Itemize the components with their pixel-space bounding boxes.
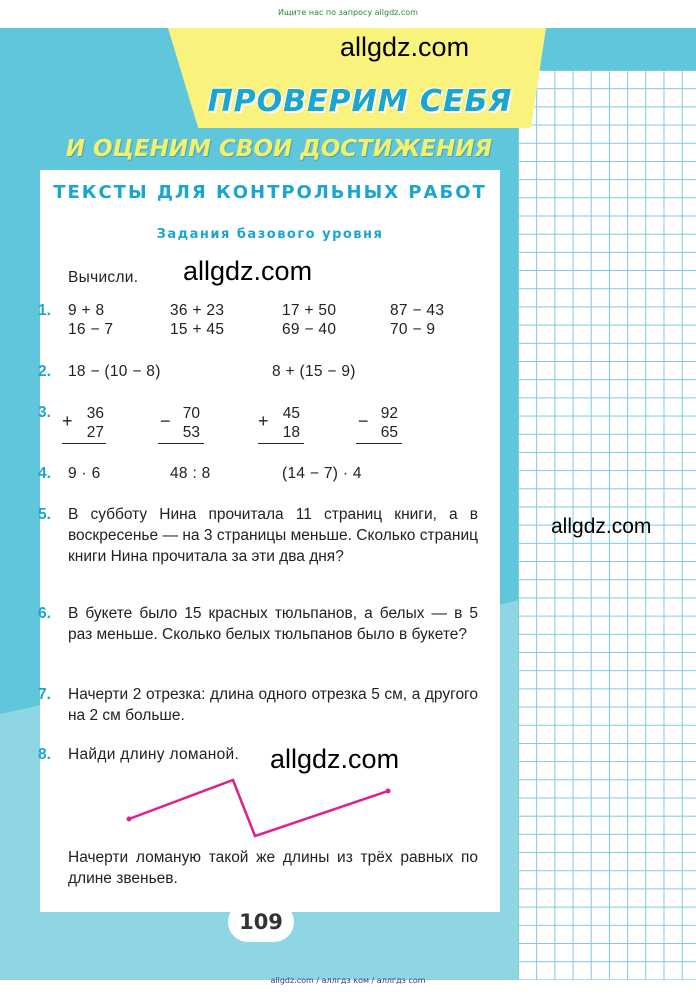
header-subtitle: И ОЦЕНИМ СВОИ ДОСТИЖЕНИЯ — [65, 136, 493, 162]
task3-number: 3. — [38, 404, 51, 421]
task1-item: 15 + 45 — [170, 321, 225, 338]
page-number: 109 — [228, 902, 294, 942]
task3-operator: + — [258, 411, 269, 431]
task3-column — [278, 404, 300, 442]
task3-column — [178, 404, 200, 442]
task2-item: 8 + (15 − 9) — [272, 363, 356, 380]
task3-operator: − — [160, 411, 171, 431]
task4-number: 4. — [38, 465, 51, 482]
watermark: allgdz.com — [270, 744, 400, 774]
task1-item: 70 − 9 — [390, 321, 436, 338]
task4-item: 48 : 8 — [170, 465, 211, 482]
task3-operand: 18 — [282, 424, 300, 441]
polyline-point — [386, 789, 391, 794]
section-title: ТЕКСТЫ ДЛЯ КОНТРОЛЬНЫХ РАБОТ — [53, 182, 487, 203]
task3-underline — [356, 443, 402, 444]
task1-item: 36 + 23 — [170, 302, 225, 319]
task8-number: 8. — [38, 746, 51, 763]
task3-column — [376, 404, 398, 442]
task3-underline — [62, 443, 106, 444]
task2-number: 2. — [38, 363, 51, 380]
task3-operand: 36 — [86, 405, 104, 422]
task1-number: 1. — [38, 302, 51, 319]
task7-text: Начерти 2 отрезка: длина одного отрезка 5 см, а другого на 2 см больше. — [68, 686, 478, 724]
bottom-note: allgdz.com / аллгдз ком / аллгдз com — [270, 976, 426, 985]
polyline — [129, 780, 388, 836]
top-note: Ищите нас по запросу allgdz.com — [278, 8, 418, 17]
polyline-point — [127, 817, 132, 822]
watermark: allgdz.com — [340, 32, 470, 62]
watermark: allgdz.com — [551, 515, 652, 538]
task3-operand: 92 — [380, 405, 398, 422]
intro-text: Вычисли. — [68, 269, 139, 286]
task5-text: В субботу Нина прочитала 11 страниц книги, а в воскресенье — на 3 страницы меньше. Сколько страниц книги Нина прочитала за эти два дня? — [68, 506, 478, 565]
task6-text: В букете было 15 красных тюльпанов, а белых — в 5 раз меньше. Сколько белых тюльпанов было в букете? — [68, 605, 478, 643]
task8-text: Найди длину ломаной. — [68, 746, 240, 763]
task3-operand: 65 — [380, 424, 398, 441]
task5-number: 5. — [38, 506, 51, 523]
task1-item: 17 + 50 — [282, 302, 337, 319]
task3-operand: 53 — [182, 424, 200, 441]
task3-operand: 45 — [282, 405, 300, 422]
task3-column — [82, 404, 104, 442]
task4-item: (14 − 7) · 4 — [282, 465, 362, 482]
task1-item: 16 − 7 — [68, 321, 114, 338]
header-title: ПРОВЕРИМ СЕБЯ — [207, 84, 513, 119]
subsection-title: Задания базового уровня — [156, 227, 384, 242]
task3-operand: 70 — [182, 405, 200, 422]
task3-operator: − — [358, 411, 369, 431]
task8-text2: Начерти ломаную такой же длины из трёх равных по длине звеньев. — [68, 849, 478, 887]
task3-operand: 27 — [86, 424, 104, 441]
watermark: allgdz.com — [183, 256, 313, 286]
task1-item: 87 − 43 — [390, 302, 445, 319]
task3-underline — [158, 443, 204, 444]
task6-number: 6. — [38, 605, 51, 622]
task4-item: 9 · 6 — [68, 465, 101, 482]
task2-item: 18 − (10 − 8) — [68, 363, 161, 380]
polyline-figure — [120, 770, 400, 845]
task7-number: 7. — [38, 686, 51, 703]
task3-operator: + — [62, 411, 73, 431]
task1-item: 69 − 40 — [282, 321, 337, 338]
task3-underline — [258, 443, 304, 444]
task1-item: 9 + 8 — [68, 302, 105, 319]
